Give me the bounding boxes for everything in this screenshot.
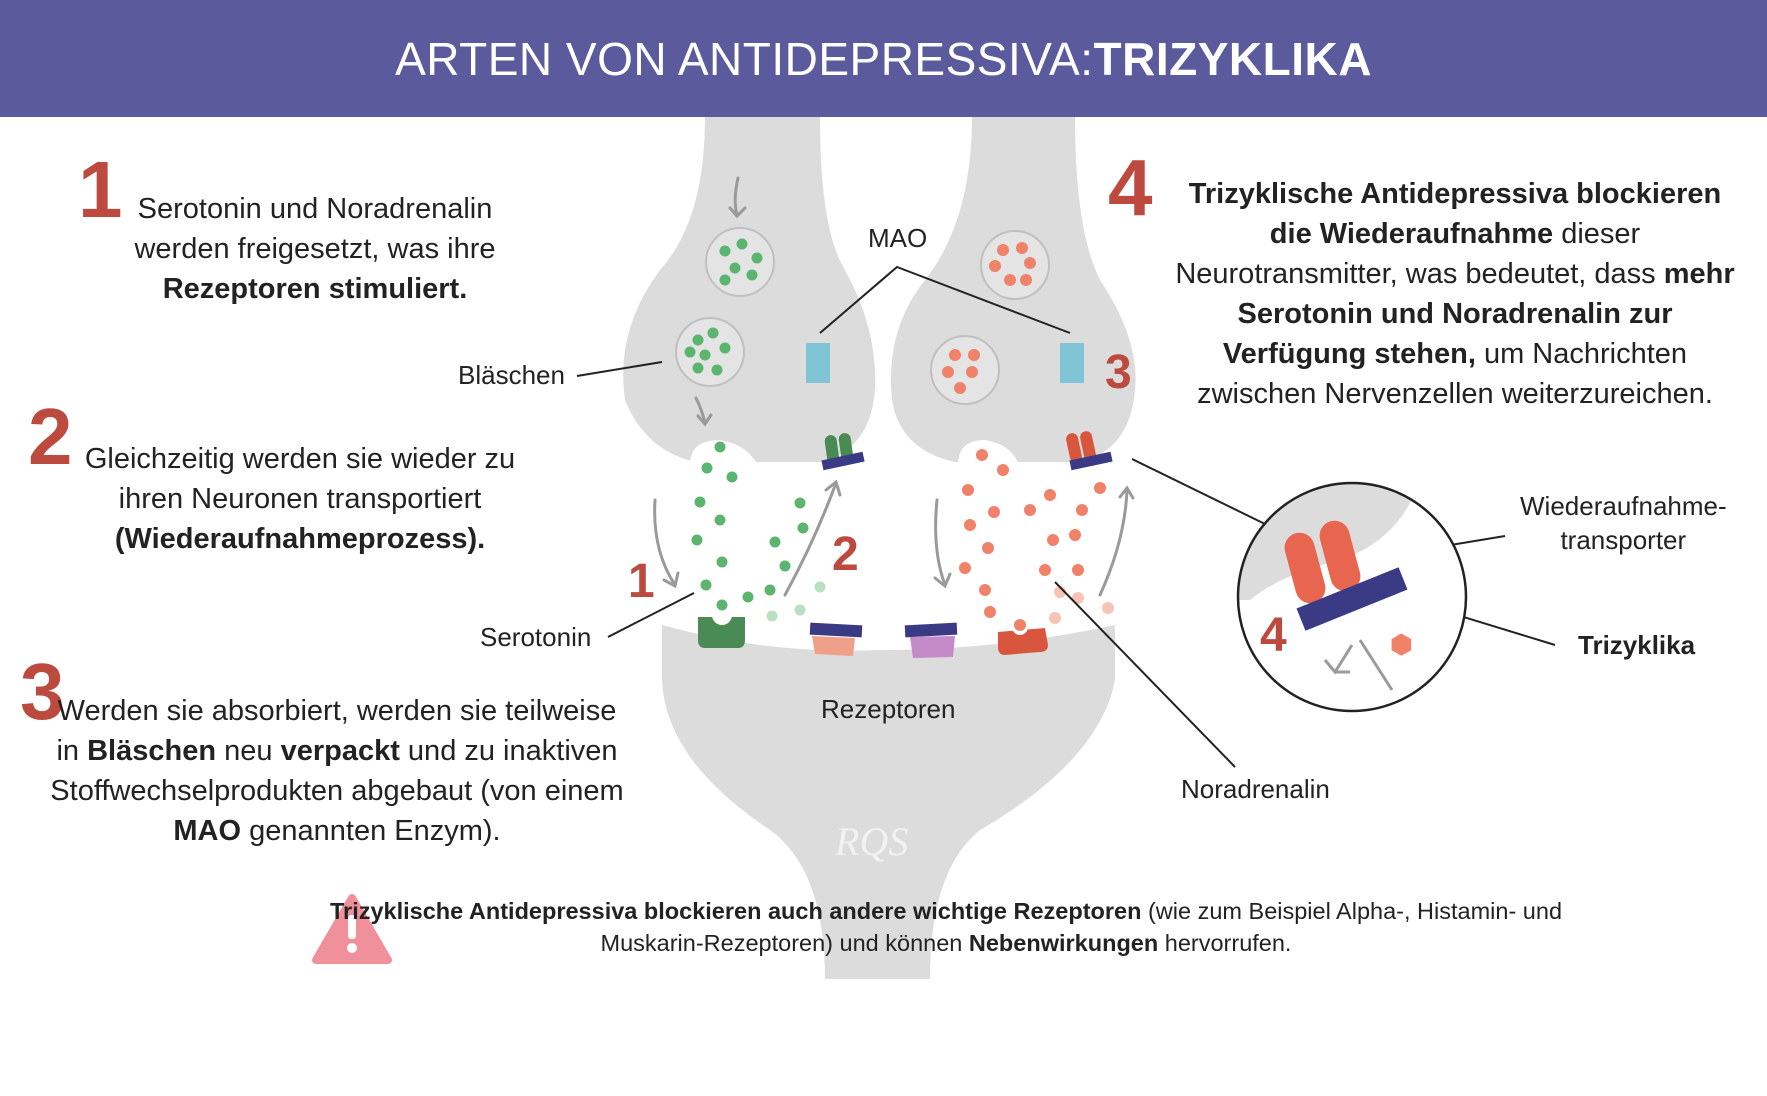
step-3-text-segment: Bläschen [87,735,217,767]
warning-note-segment: hervorrufen. [1158,930,1292,956]
page-title-prefix: ARTEN VON ANTIDEPRESSIVA: [395,32,1094,85]
step-2-number: 2 [28,392,73,481]
step-3-text-segment: MAO [173,815,242,847]
warning-note [316,895,1576,959]
label-trizyklika: Trizyklika [1578,630,1696,660]
vesicle-right-2 [931,336,999,404]
mao-left [806,343,830,383]
mao-right [1060,343,1084,383]
step-1-number: 1 [78,145,123,234]
step-3-text-segment: verpackt [280,735,400,767]
step-4-number: 4 [1108,143,1153,232]
receptor-purple [905,623,958,658]
step-4-text-segment: Trizyklische Antidepressiva blockieren die Wiederaufnahme [1188,178,1722,250]
vesicle-left-1 [706,228,774,296]
rqs-logo: RQS [835,819,909,864]
warning-note-segment: Trizyklische Antidepressiva blockieren auch andere wichtige Rezeptoren [329,898,1142,924]
warning-note-segment: (wie zum Beispiel Alpha-, Histamin- und Muskarin-Rezeptoren) und können [600,898,1563,956]
vesicle-left-2 [676,318,744,386]
label-transporter: Wiederaufnahme- transporter [1520,491,1727,555]
vesicle-right-1 [981,231,1049,299]
label-blaschen: Bläschen [458,360,565,390]
step-3-text [46,691,628,851]
step-4-text-segment: um Nachrichten zwischen Nervenzellen weiterzureichen. [1197,338,1713,410]
step-3-text-segment: Werden sie absorbiert, werden sie teilweise in [56,695,617,767]
step-2-text [76,439,524,559]
serotonin-faded [767,582,826,622]
step-3-text-segment: neu [216,735,281,767]
warning-note-segment: Nebenwirkungen [968,930,1159,956]
step-3-text-segment: und zu inaktiven Stoffwechselprodukten abgebaut (von einem [50,735,624,807]
label-noradrenalin: Noradrenalin [1181,774,1330,804]
label-serotonin: Serotonin [480,622,592,652]
step-1-text [124,189,506,309]
step-4-text-segment: mehr Serotonin und Noradrenalin zur Verfügung stehen, [1222,258,1735,370]
diagram-number-1: 1 [628,555,655,608]
step-3-text-segment: genannten Enzym). [241,815,501,847]
step-2-text-segment: (Wiederaufnahmeprozess). [114,523,486,555]
diagram-number-2: 2 [832,528,859,581]
label-rezeptoren: Rezeptoren [821,694,956,724]
noradrenalin-faded [1049,586,1114,624]
diagram-number-4: 4 [1260,609,1287,662]
step-3-number: 3 [20,647,65,736]
noradrenalin-molecules [959,449,1106,631]
step-4-text [1165,174,1745,414]
step-1-text-segment: Serotonin und Noradrenalin werden freigesetzt, was ihre [134,193,496,265]
step-2-text-segment: Gleichzeitig werden sie wieder zu ihren Neuronen transportiert [84,443,516,515]
zoom-inset [1235,480,1466,711]
step-4-text-segment: dieser Neurotransmitter, was bedeutet, dass [1175,218,1664,290]
page-header [0,0,1767,117]
page-title-bold: TRIZYKLIKA [1093,32,1372,85]
step-1-text-segment: Rezeptoren stimuliert. [162,273,468,305]
label-mao: MAO [868,223,928,253]
diagram-number-3: 3 [1105,346,1132,399]
